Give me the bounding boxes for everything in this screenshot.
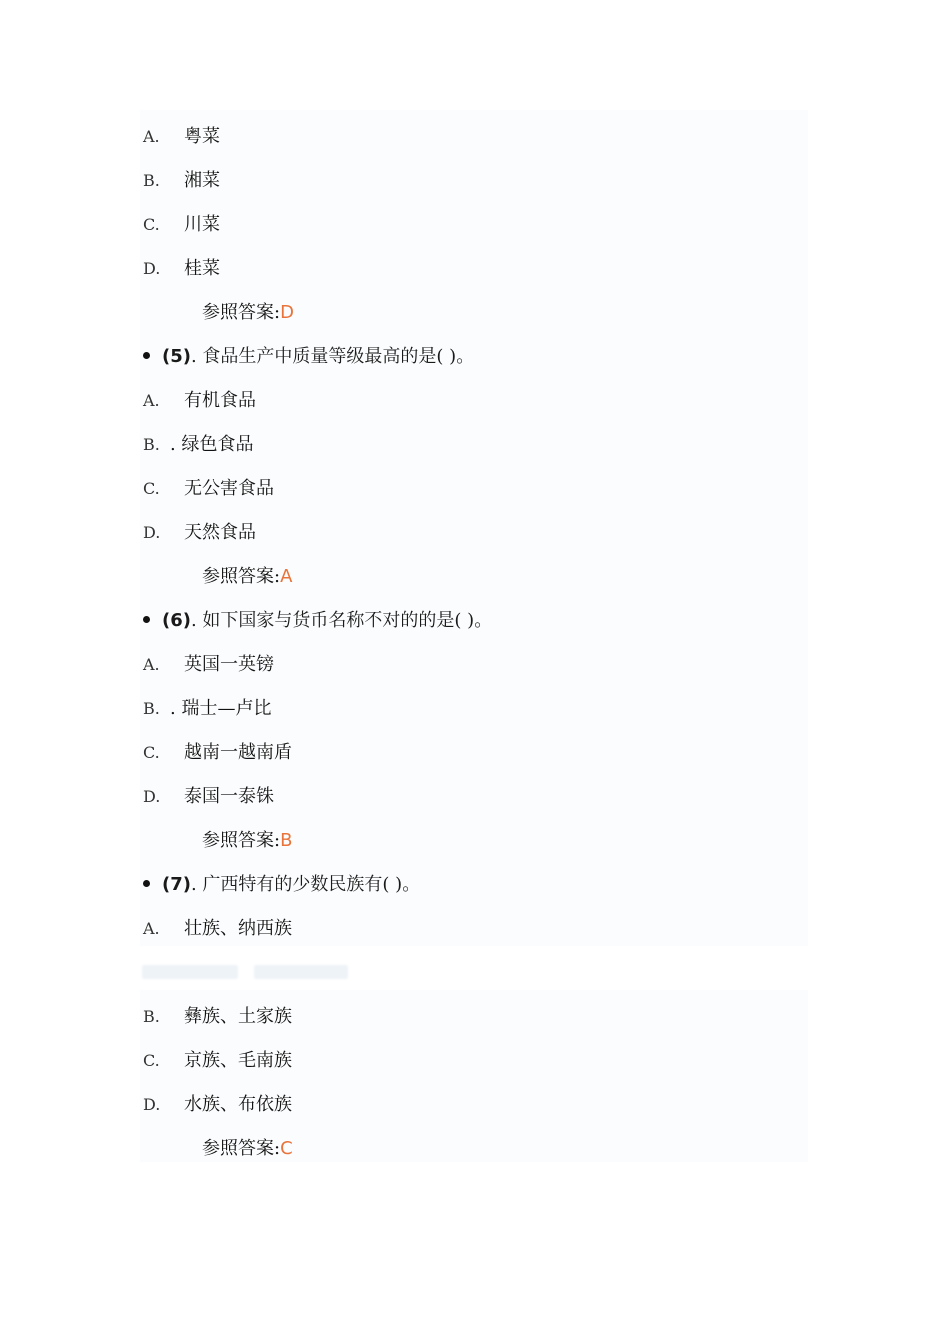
option-letter: C. [143, 215, 160, 234]
option-letter: C. [143, 743, 160, 762]
answer-line [202, 555, 292, 599]
question-text: . 广西特有的少数民族有( )。 [190, 874, 421, 895]
answer-line [202, 291, 294, 335]
option-text: 有机食品 [184, 390, 256, 411]
option-letter: C. [143, 1051, 160, 1070]
question-number: (6) [162, 610, 191, 631]
faint-watermark-strip [142, 962, 348, 982]
answer-value: D [280, 302, 294, 323]
option-text: 湘菜 [184, 170, 220, 191]
option-letter: C. [143, 479, 160, 498]
answer-label: 参照答案: [202, 566, 281, 587]
option-text: 泰国一泰铢 [184, 786, 274, 807]
answer-label: 参照答案: [202, 830, 281, 851]
option-text: 越南一越南盾 [184, 742, 292, 763]
option-letter: A. [143, 391, 160, 410]
question-title [143, 335, 474, 379]
question-text: . 食品生产中质量等级最高的是( )。 [190, 346, 475, 367]
option-text: 粤菜 [184, 126, 220, 147]
option-text: . 瑞士—卢比 [170, 698, 272, 719]
answer-value: B [280, 830, 293, 851]
question-number: (5) [162, 346, 191, 367]
answer-line [202, 1127, 293, 1171]
answer-value: C [280, 1138, 293, 1159]
option-text: 彝族、土家族 [184, 1006, 292, 1027]
option-letter: B. [143, 171, 160, 190]
answer-label: 参照答案: [202, 1138, 281, 1159]
question-text: . 如下国家与货币名称不对的的是( )。 [190, 610, 493, 631]
option-text: 京族、毛南族 [184, 1050, 292, 1071]
question-number: (7) [162, 874, 191, 895]
option-text: . 绿色食品 [170, 434, 254, 455]
option-letter: A. [143, 655, 160, 674]
answer-line [202, 819, 292, 863]
option-letter: A. [143, 919, 160, 938]
bullet-icon [143, 616, 150, 623]
option-letter: D. [143, 259, 161, 278]
option-text: 壮族、纳西族 [184, 918, 292, 939]
question-title [143, 599, 492, 643]
bullet-icon [143, 880, 150, 887]
option-text: 水族、布依族 [184, 1094, 292, 1115]
option-text: 天然食品 [184, 522, 256, 543]
answer-label: 参照答案: [202, 302, 281, 323]
option-letter: B. [143, 1007, 160, 1026]
option-letter: B. [143, 435, 160, 454]
bullet-icon [143, 352, 150, 359]
option-letter: D. [143, 523, 161, 542]
option-text: 英国一英镑 [184, 654, 274, 675]
option-text: 川菜 [184, 214, 220, 235]
option-letter: B. [143, 699, 160, 718]
option-text: 无公害食品 [184, 478, 274, 499]
question-title [143, 863, 420, 907]
option-letter: A. [143, 127, 160, 146]
option-text: 桂菜 [184, 258, 220, 279]
option-letter: D. [143, 1095, 161, 1114]
answer-value: A [280, 566, 293, 587]
option-letter: D. [143, 787, 161, 806]
